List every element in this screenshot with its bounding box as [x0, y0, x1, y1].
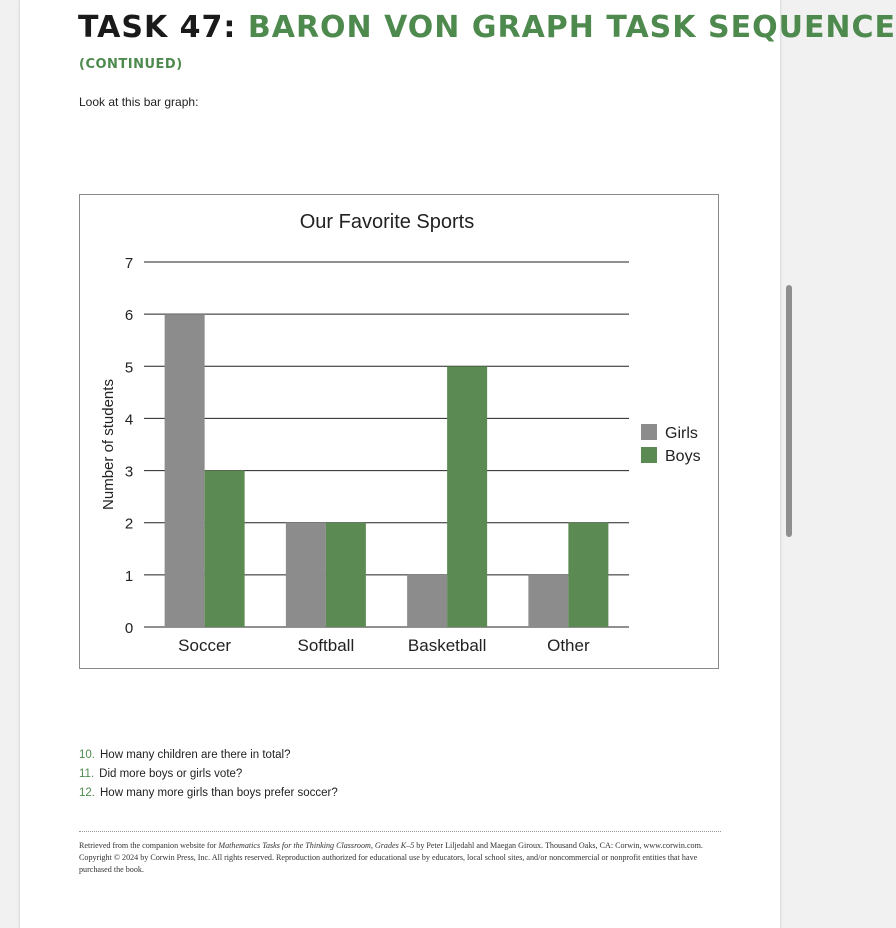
task-name: BARON VON GRAPH TASK SEQUENCE [247, 10, 896, 45]
document-page [20, 0, 896, 928]
legend-swatch [641, 424, 657, 440]
question-list [79, 746, 338, 803]
chart-title: Our Favorite Sports [299, 211, 475, 233]
task-title [78, 10, 896, 45]
footer-book-title: Mathematics Tasks for the Thinking Classroom, Grades K–5 [218, 841, 415, 850]
question-12 [79, 784, 338, 803]
bar-girls-soccer [165, 314, 205, 627]
y-tick-label: 0 [124, 620, 134, 637]
x-tick-label: Softball [297, 636, 355, 655]
bar-chart-frame [79, 194, 719, 669]
question-number: 10. [79, 749, 95, 761]
bar-girls-basketball [407, 575, 447, 627]
bar-boys-other [568, 523, 608, 627]
bar-girls-other [528, 575, 568, 627]
bar-boys-basketball [447, 366, 487, 627]
y-tick-label: 5 [124, 359, 134, 377]
y-tick-label: 1 [124, 567, 134, 585]
continued-subtitle: (CONTINUED) [79, 57, 183, 72]
x-tick-label: Basketball [407, 636, 487, 655]
bar-boys-soccer [205, 471, 245, 627]
y-tick-label: 6 [124, 307, 134, 325]
y-tick-label: 7 [124, 255, 134, 272]
x-tick-label: Soccer [178, 636, 232, 655]
question-text: How many children are there in total? [100, 749, 291, 761]
question-text: How many more girls than boys prefer soccer? [100, 787, 338, 799]
legend-label: Girls [665, 425, 698, 442]
task-number: TASK 47: [78, 10, 237, 45]
bar-chart [80, 195, 720, 670]
intro-text: Look at this bar graph: [79, 95, 199, 109]
footer-prefix: Retrieved from the companion website for [79, 841, 219, 850]
x-tick-label: Other [547, 636, 590, 655]
question-number: 11. [79, 768, 95, 780]
legend-swatch [641, 447, 657, 463]
footer-rest: by Peter Liljedahl and Maegan Giroux. Thousand Oaks, CA: Corwin, www.corwin.com. Copyright © 2024 by Corwin Press, Inc. All rights reserved. Reproduction authorized for educational use by educators, local school sites, and/or noncommercial or nonprofit entities that have purchased the book. [79, 841, 703, 874]
y-tick-label: 4 [124, 411, 134, 429]
question-text: Did more boys or girls vote? [99, 768, 243, 780]
copyright-footer [79, 840, 723, 876]
y-tick-label: 2 [124, 515, 134, 533]
footer-divider [79, 831, 721, 832]
y-tick-label: 3 [124, 463, 134, 481]
question-number: 12. [79, 787, 95, 799]
y-axis-label: Number of students [100, 379, 117, 510]
bar-boys-softball [326, 523, 366, 627]
question-11 [79, 765, 338, 784]
question-10 [79, 746, 338, 765]
legend-label: Boys [665, 448, 701, 465]
bar-girls-softball [286, 523, 326, 627]
vertical-scrollbar[interactable] [786, 285, 792, 537]
